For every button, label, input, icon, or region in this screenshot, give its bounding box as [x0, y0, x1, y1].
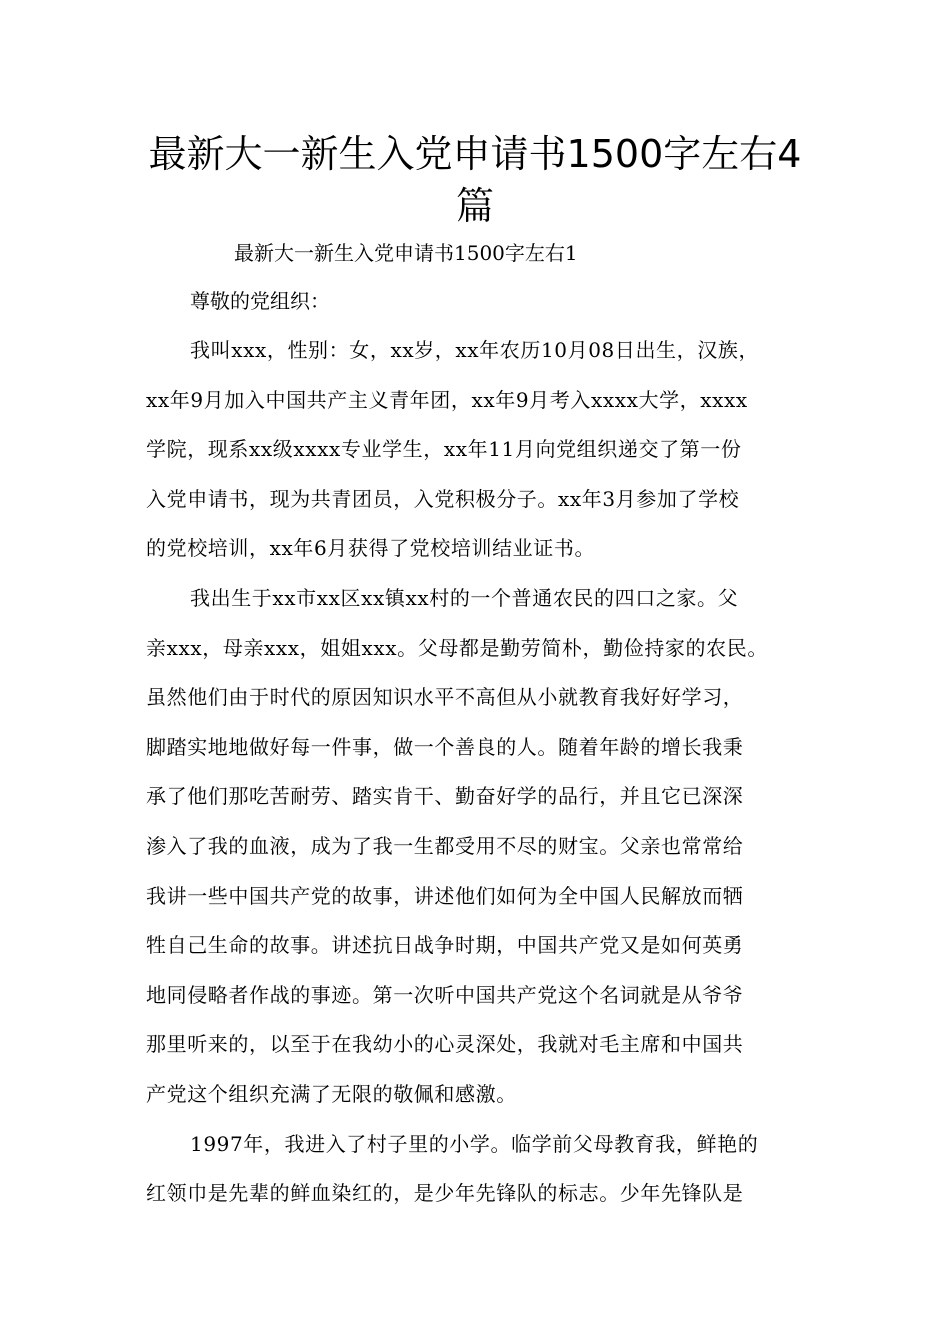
section-heading: 最新大一新生入党申请书1500字左右1: [234, 241, 578, 265]
paragraph-line: 牲自己生命的故事。讲述抗日战争时期，中国共产党又是如何英勇: [146, 933, 744, 958]
paragraph-line: 入党申请书，现为共青团员，入党积极分子。xx年3月参加了学校: [146, 486, 740, 511]
paragraph-line: 我叫xxx，性别：女，xx岁，xx年农历10月08日出生，汉族，: [190, 338, 760, 362]
paragraph-line: 脚踏实地地做好每一件事，做一个善良的人。随着年龄的增长我秉: [146, 734, 744, 759]
document-title: [120, 128, 830, 232]
paragraph-line: 的党校培训，xx年6月获得了党校培训结业证书。: [146, 536, 596, 561]
paragraph-line: 产党这个组织充满了无限的敬佩和感激。: [146, 1081, 517, 1106]
paragraph-line: xx年9月加入中国共产主义青年团，xx年9月考入xxxx大学，xxxx: [146, 387, 748, 412]
paragraph-line: 我讲一些中国共产党的故事，讲述他们如何为全中国人民解放而牺: [146, 883, 744, 908]
paragraph-line: 承了他们那吃苦耐劳、踏实肯干、勤奋好学的品行，并且它已深深: [146, 784, 744, 809]
paragraph-line: 红领巾是先辈的鲜血染红的，是少年先锋队的标志。少年先锋队是: [146, 1181, 744, 1206]
salutation: 尊敬的党组织：: [190, 289, 330, 313]
body-text: [146, 333, 816, 1226]
paragraph-line: 虽然他们由于时代的原因知识水平不高但从小就教育我好好学习，: [146, 685, 744, 710]
paragraph-line: 我出生于xx市xx区xx镇xx村的一个普通农民的四口之家。父: [190, 585, 739, 610]
paragraph-line: 亲xxx，母亲xxx，姐姐xxx。父母都是勤劳简朴，勤俭持家的农民。: [146, 635, 768, 660]
title-line-2: 篇: [455, 184, 494, 228]
paragraph-line: 地同侵略者作战的事迹。第一次听中国共产党这个名词就是从爷爷: [146, 982, 744, 1007]
paragraph-line: 那里听来的，以至于在我幼小的心灵深处，我就对毛主席和中国共: [146, 1032, 744, 1057]
paragraph-line: 渗入了我的血液，成为了我一生都受用不尽的财宝。父亲也常常给: [146, 833, 744, 858]
title-line-1: 最新大一新生入党申请书1500字左右4: [148, 132, 802, 176]
paragraph-line: 学院，现系xx级xxxx专业学生，xx年11月向党组织递交了第一份: [146, 437, 742, 462]
paragraph-line: 1997年，我进入了村子里的小学。临学前父母教育我，鲜艳的: [190, 1131, 759, 1156]
